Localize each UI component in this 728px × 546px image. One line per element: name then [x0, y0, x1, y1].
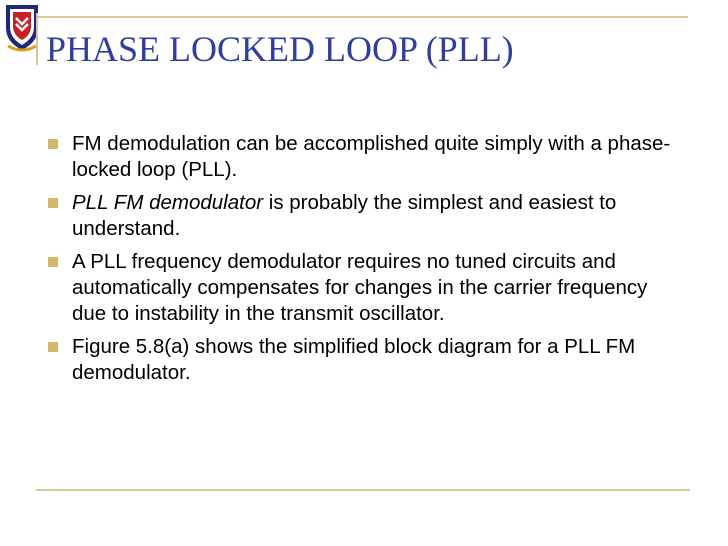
bullet-text: is probably the simplest and easiest to understand.: [72, 191, 617, 240]
bullet-text: A PLL frequency demodulator requires no tuned circuits and automatically compensates for changes in the carrier frequency due to instability in the transmit oscillator.: [72, 250, 648, 325]
top-divider: [36, 16, 688, 18]
square-bullet-icon: [48, 342, 58, 352]
square-bullet-icon: [48, 257, 58, 267]
bullet-text: FM demodulation can be accomplished quite simply with a phase-locked loop (PLL).: [72, 132, 671, 181]
bottom-divider: [36, 489, 690, 491]
slide-title: PHASE LOCKED LOOP (PLL): [46, 29, 514, 69]
bullet-text: Figure 5.8(a) shows the simplified block diagram for a PLL FM demodulator.: [72, 335, 636, 384]
bullet-item: [48, 249, 680, 327]
title-accent-bar: [36, 13, 38, 65]
bullet-emphasis: PLL FM demodulator: [72, 191, 264, 214]
bullet-item: [48, 131, 680, 183]
bullet-list: [48, 131, 680, 393]
bullet-item: [48, 190, 680, 242]
bullet-item: [48, 334, 680, 386]
square-bullet-icon: [48, 198, 58, 208]
square-bullet-icon: [48, 139, 58, 149]
